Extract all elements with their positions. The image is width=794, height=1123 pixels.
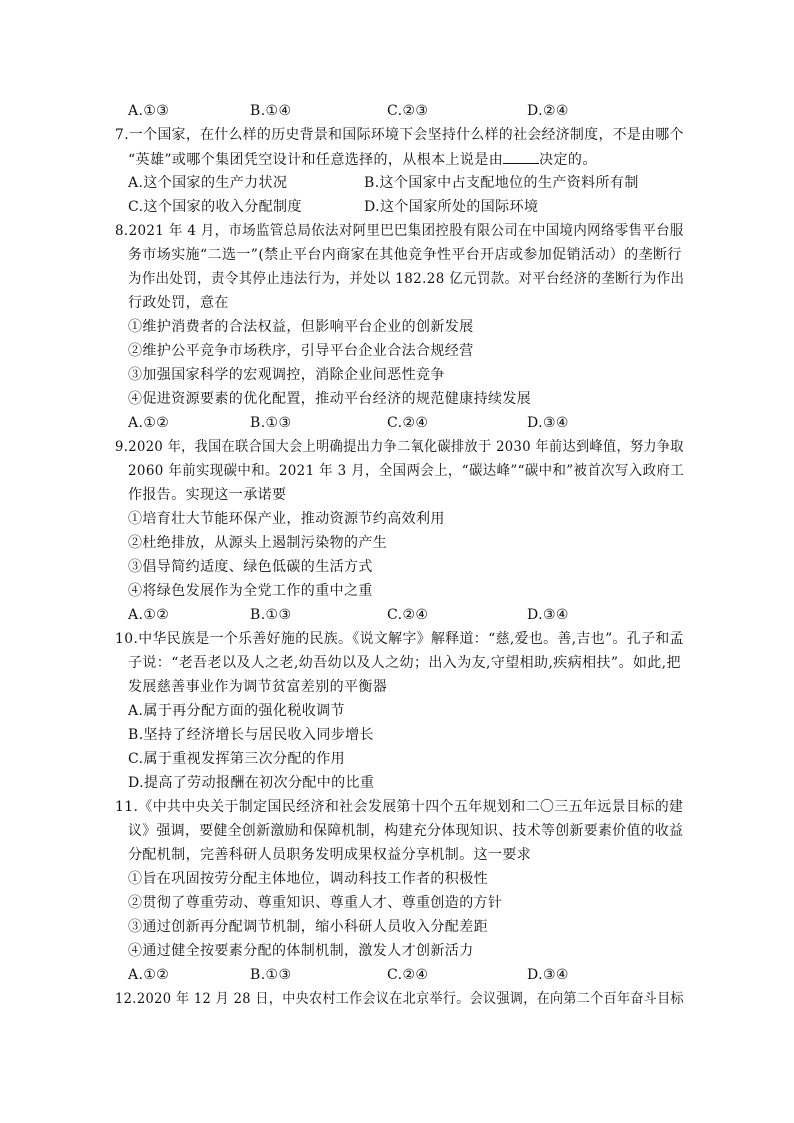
q9-item-3: ③倡导简约适度、绿色低碳的生活方式 [128,559,373,575]
q7-stem-line-1: 7.一个国家，在什么样的历史背景和国际环境下会坚持什么样的社会经济制度，不是由哪个 [115,127,684,143]
q8-option-b: B.①③ [250,415,292,431]
q10-option-b: B.坚持了经济增长与居民收入同步增长 [128,727,374,743]
q7-stem-line-2 [128,149,597,169]
q8-option-a: A.①② [128,415,170,431]
q8-item-2: ②维护公平竞争市场秩序，引导平台企业合法合规经营 [128,343,474,359]
q6-option-a: A.①③ [128,103,170,119]
q8-item-3: ③加强国家科学的宏观调控，消除企业间恶性竞争 [128,367,445,383]
q8-option-d: D.③④ [527,415,569,431]
q9-item-2: ②杜绝排放，从源头上遏制污染物的产生 [128,535,388,551]
q8-stem-line-3: 为作出处罚，责令其停止违法行为，并处以 182.28 亿元罚款。对平台经济的垄断行为作出 [128,271,685,287]
q7-stem-part-a: “英雄”或哪个集团凭空设计和任意选择的，从根本上说是由 [128,152,504,168]
q11-option-c: C.②④ [387,967,429,983]
q11-option-d: D.③④ [527,967,569,983]
q11-option-a: A.①② [128,967,170,983]
q9-item-1: ①培育壮大节能环保产业，推动资源节约高效利用 [128,511,445,527]
q6-option-b: B.①④ [250,103,292,119]
q8-item-4: ④促进资源要素的优化配置，推动平台经济的规范健康持续发展 [128,391,532,407]
q9-stem-line-1: 9.2020 年，我国在联合国大会上明确提出力争二氧化碳排放于 2030 年前达到峰值，努力争取 [115,439,684,455]
q11-stem-line-3: 分配机制，完善科研人员职务发明成果权益分享机制。这一要求 [128,847,532,863]
q8-stem-line-2: 务市场实施“二选一”(禁止平台内商家在其他竞争性平台开店或参加促销活动）的垄断行 [128,247,682,263]
q6-option-d: D.②④ [527,103,569,119]
q12-stem-line-1: 12.2020 年 12 月 28 日，中央农村工作会议在北京举行。会议强调，在向第二个百年奋斗目标 [115,991,684,1007]
q10-option-c: C.属于重视发挥第三次分配的作用 [128,751,346,767]
q9-option-a: A.①② [128,607,170,623]
q7-stem-part-b: 决定的。 [539,152,597,168]
q9-stem-line-2: 2060 年前实现碳中和。2021 年 3 月，全国两会上，“碳达峰”“碳中和”被首次写入政府工 [128,463,685,479]
q9-option-d: D.③④ [527,607,569,623]
q11-item-4: ④通过健全按要素分配的体制机制，激发人才创新活力 [128,943,474,959]
q7-option-a: A.这个国家的生产力状况 [128,175,288,191]
q11-stem-line-2: 议》强调，要健全创新激励和保障机制，构建充分体现知识、技术等创新要素价值的收益 [128,823,684,839]
q11-stem-line-1: 11.《中共中央关于制定国民经济和社会发展第十四个五年规划和二〇三五年远景目标的建 [115,799,684,815]
q11-item-1: ①旨在巩固按劳分配主体地位，调动科技工作者的积极性 [128,871,488,887]
q11-item-3: ③通过创新再分配调节机制，缩小科研人员收入分配差距 [128,919,488,935]
q11-option-b: B.①③ [250,967,292,983]
answer-blank [503,149,539,164]
q9-option-b: B.①③ [250,607,292,623]
q10-option-a: A.属于再分配方面的强化税收调节 [128,703,345,719]
q7-option-d: D.这个国家所处的国际环境 [364,199,539,215]
q8-stem-line-4: 行政处罚，意在 [128,295,229,311]
q10-stem-line-2: 子说：“老吾老以及人之老,幼吾幼以及人之幼；出入为友,守望相助,疾病相扶”。如此,把 [128,655,681,671]
q10-stem-line-1: 10.中华民族是一个乐善好施的民族。《说文解字》解释道：“慈,爱也。善,吉也”。孔子和孟 [115,631,684,647]
q8-stem-line-1: 8.2021 年 4 月，市场监管总局依法对阿里巴巴集团控股有限公司在中国境内网络零售平台服 [115,223,684,239]
q10-option-d: D.提高了劳动报酬在初次分配中的比重 [128,775,375,791]
q8-option-c: C.②④ [387,415,429,431]
q9-item-4: ④将绿色发展作为全党工作的重中之重 [128,583,373,599]
q9-option-c: C.②④ [387,607,429,623]
q10-stem-line-3: 发展慈善事业作为调节贫富差别的平衡器 [128,679,388,695]
q7-option-b: B.这个国家中占支配地位的生产资料所有制 [364,175,639,191]
q7-option-c: C.这个国家的收入分配制度 [128,199,302,215]
q8-item-1: ①维护消费者的合法权益，但影响平台企业的创新发展 [128,319,474,335]
q6-option-c: C.②③ [387,103,429,119]
q9-stem-line-3: 作报告。实现这一承诺要 [128,487,287,503]
q11-item-2: ②贯彻了尊重劳动、尊重知识、尊重人才、尊重创造的方针 [128,895,503,911]
